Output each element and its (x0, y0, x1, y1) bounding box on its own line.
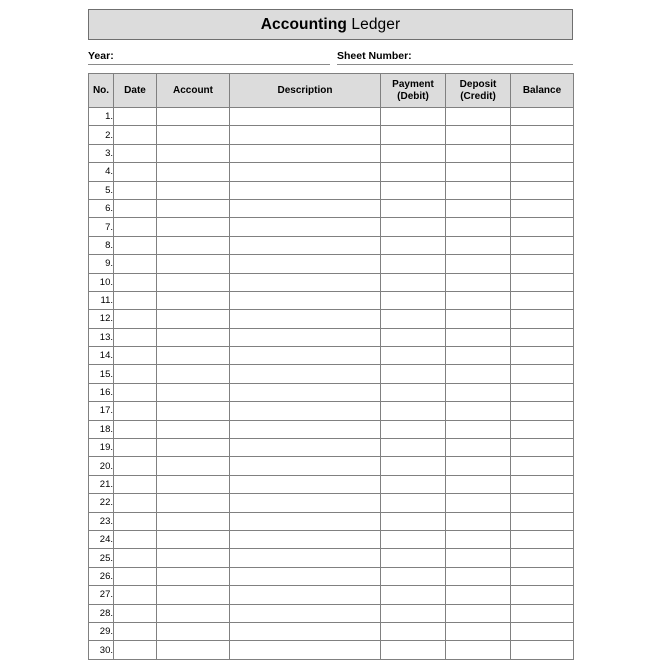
cell-payment[interactable] (381, 273, 446, 291)
cell-deposit[interactable] (446, 402, 511, 420)
cell-payment[interactable] (381, 549, 446, 567)
cell-account[interactable] (157, 586, 230, 604)
cell-balance[interactable] (511, 144, 574, 162)
cell-no: 7. (89, 218, 114, 236)
cell-no: 3. (89, 144, 114, 162)
year-field-label: Year: (88, 50, 114, 65)
cell-description[interactable] (230, 475, 381, 493)
column-header-date: Date (114, 74, 157, 108)
cell-account[interactable] (157, 622, 230, 640)
cell-date[interactable] (114, 402, 157, 420)
cell-date[interactable] (114, 567, 157, 585)
table-row (89, 402, 574, 420)
form-fields-row (88, 47, 573, 67)
cell-balance[interactable] (511, 475, 574, 493)
cell-deposit[interactable] (446, 512, 511, 530)
cell-no: 14. (89, 347, 114, 365)
cell-payment[interactable] (381, 512, 446, 530)
table-row (89, 365, 574, 383)
cell-description[interactable] (230, 604, 381, 622)
sheet-number-field-group[interactable] (337, 47, 573, 65)
cell-payment[interactable] (381, 347, 446, 365)
cell-account[interactable] (157, 310, 230, 328)
table-row (89, 530, 574, 548)
cell-deposit[interactable] (446, 383, 511, 401)
cell-no: 19. (89, 439, 114, 457)
cell-payment[interactable] (381, 604, 446, 622)
cell-payment[interactable] (381, 457, 446, 475)
page-title (261, 16, 401, 34)
cell-balance[interactable] (511, 291, 574, 309)
cell-account[interactable] (157, 255, 230, 273)
table-header-row (89, 74, 574, 108)
table-row (89, 163, 574, 181)
table-row (89, 273, 574, 291)
cell-description[interactable] (230, 310, 381, 328)
cell-payment[interactable] (381, 310, 446, 328)
cell-no: 17. (89, 402, 114, 420)
cell-deposit[interactable] (446, 255, 511, 273)
cell-description[interactable] (230, 218, 381, 236)
cell-date[interactable] (114, 586, 157, 604)
table-row (89, 181, 574, 199)
cell-payment[interactable] (381, 218, 446, 236)
cell-account[interactable] (157, 512, 230, 530)
cell-account[interactable] (157, 126, 230, 144)
cell-balance[interactable] (511, 310, 574, 328)
cell-deposit[interactable] (446, 144, 511, 162)
cell-no: 18. (89, 420, 114, 438)
cell-payment[interactable] (381, 622, 446, 640)
cell-payment[interactable] (381, 641, 446, 659)
cell-deposit[interactable] (446, 108, 511, 126)
page-title-light: Ledger (346, 15, 401, 33)
table-row (89, 604, 574, 622)
cell-date[interactable] (114, 383, 157, 401)
cell-deposit[interactable] (446, 236, 511, 254)
cell-balance[interactable] (511, 163, 574, 181)
cell-description[interactable] (230, 586, 381, 604)
year-input[interactable] (114, 50, 330, 65)
table-row (89, 567, 574, 585)
cell-deposit[interactable] (446, 439, 511, 457)
cell-no: 21. (89, 475, 114, 493)
table-row (89, 420, 574, 438)
cell-account[interactable] (157, 108, 230, 126)
cell-no: 27. (89, 586, 114, 604)
cell-date[interactable] (114, 622, 157, 640)
cell-account[interactable] (157, 144, 230, 162)
cell-description[interactable] (230, 273, 381, 291)
table-row (89, 255, 574, 273)
cell-deposit[interactable] (446, 347, 511, 365)
table-row (89, 475, 574, 493)
cell-description[interactable] (230, 494, 381, 512)
cell-date[interactable] (114, 494, 157, 512)
cell-payment[interactable] (381, 402, 446, 420)
cell-description[interactable] (230, 402, 381, 420)
table-row (89, 328, 574, 346)
cell-no: 28. (89, 604, 114, 622)
column-header-description: Description (230, 74, 381, 108)
cell-account[interactable] (157, 641, 230, 659)
cell-deposit[interactable] (446, 475, 511, 493)
ledger-table (88, 73, 574, 660)
cell-account[interactable] (157, 549, 230, 567)
column-header-account: Account (157, 74, 230, 108)
cell-account[interactable] (157, 383, 230, 401)
cell-account[interactable] (157, 530, 230, 548)
cell-payment[interactable] (381, 530, 446, 548)
cell-deposit[interactable] (446, 310, 511, 328)
cell-no: 8. (89, 236, 114, 254)
cell-deposit[interactable] (446, 494, 511, 512)
cell-payment[interactable] (381, 163, 446, 181)
cell-balance[interactable] (511, 604, 574, 622)
table-row (89, 218, 574, 236)
cell-date[interactable] (114, 255, 157, 273)
cell-account[interactable] (157, 420, 230, 438)
cell-deposit[interactable] (446, 291, 511, 309)
cell-balance[interactable] (511, 549, 574, 567)
cell-balance[interactable] (511, 567, 574, 585)
cell-no: 2. (89, 126, 114, 144)
cell-date[interactable] (114, 420, 157, 438)
cell-no: 11. (89, 291, 114, 309)
table-row (89, 347, 574, 365)
cell-date[interactable] (114, 530, 157, 548)
cell-description[interactable] (230, 420, 381, 438)
cell-balance[interactable] (511, 622, 574, 640)
cell-payment[interactable] (381, 420, 446, 438)
cell-payment[interactable] (381, 126, 446, 144)
cell-no: 1. (89, 108, 114, 126)
cell-deposit[interactable] (446, 181, 511, 199)
cell-deposit[interactable] (446, 549, 511, 567)
cell-account[interactable] (157, 199, 230, 217)
table-row (89, 126, 574, 144)
cell-description[interactable] (230, 163, 381, 181)
cell-balance[interactable] (511, 181, 574, 199)
cell-date[interactable] (114, 604, 157, 622)
cell-date[interactable] (114, 126, 157, 144)
cell-deposit[interactable] (446, 199, 511, 217)
cell-deposit[interactable] (446, 530, 511, 548)
cell-no: 5. (89, 181, 114, 199)
ledger-table-head (89, 74, 574, 108)
cell-payment[interactable] (381, 475, 446, 493)
cell-payment[interactable] (381, 255, 446, 273)
cell-date[interactable] (114, 108, 157, 126)
table-row (89, 144, 574, 162)
cell-balance[interactable] (511, 255, 574, 273)
cell-description[interactable] (230, 549, 381, 567)
cell-account[interactable] (157, 439, 230, 457)
table-row (89, 439, 574, 457)
cell-account[interactable] (157, 273, 230, 291)
cell-date[interactable] (114, 512, 157, 530)
cell-account[interactable] (157, 365, 230, 383)
cell-description[interactable] (230, 199, 381, 217)
cell-account[interactable] (157, 163, 230, 181)
cell-no: 25. (89, 549, 114, 567)
cell-date[interactable] (114, 475, 157, 493)
cell-account[interactable] (157, 457, 230, 475)
cell-no: 22. (89, 494, 114, 512)
cell-no: 12. (89, 310, 114, 328)
cell-payment[interactable] (381, 328, 446, 346)
cell-payment[interactable] (381, 291, 446, 309)
cell-deposit[interactable] (446, 604, 511, 622)
table-row (89, 310, 574, 328)
cell-account[interactable] (157, 494, 230, 512)
cell-no: 15. (89, 365, 114, 383)
cell-deposit[interactable] (446, 622, 511, 640)
cell-balance[interactable] (511, 328, 574, 346)
cell-description[interactable] (230, 347, 381, 365)
column-header-balance: Balance (511, 74, 574, 108)
table-row (89, 622, 574, 640)
document-title-banner (88, 9, 573, 40)
cell-deposit[interactable] (446, 641, 511, 659)
cell-description[interactable] (230, 457, 381, 475)
cell-no: 20. (89, 457, 114, 475)
cell-balance[interactable] (511, 494, 574, 512)
cell-no: 10. (89, 273, 114, 291)
table-row (89, 236, 574, 254)
cell-balance[interactable] (511, 273, 574, 291)
cell-account[interactable] (157, 475, 230, 493)
cell-no: 29. (89, 622, 114, 640)
column-header-payment: Payment (Debit) (381, 74, 446, 108)
cell-date[interactable] (114, 163, 157, 181)
cell-payment[interactable] (381, 494, 446, 512)
cell-payment[interactable] (381, 365, 446, 383)
cell-balance[interactable] (511, 402, 574, 420)
cell-description[interactable] (230, 530, 381, 548)
cell-account[interactable] (157, 218, 230, 236)
cell-deposit[interactable] (446, 365, 511, 383)
cell-description[interactable] (230, 328, 381, 346)
table-row (89, 586, 574, 604)
table-row (89, 291, 574, 309)
cell-date[interactable] (114, 144, 157, 162)
cell-date[interactable] (114, 549, 157, 567)
cell-no: 23. (89, 512, 114, 530)
cell-description[interactable] (230, 567, 381, 585)
table-row (89, 494, 574, 512)
cell-date[interactable] (114, 328, 157, 346)
cell-no: 13. (89, 328, 114, 346)
column-header-deposit: Deposit (Credit) (446, 74, 511, 108)
cell-date[interactable] (114, 236, 157, 254)
cell-no: 30. (89, 641, 114, 659)
year-field-group[interactable] (88, 47, 330, 65)
cell-date[interactable] (114, 641, 157, 659)
cell-description[interactable] (230, 181, 381, 199)
sheet-number-input[interactable] (412, 50, 573, 65)
cell-account[interactable] (157, 236, 230, 254)
cell-deposit[interactable] (446, 218, 511, 236)
cell-account[interactable] (157, 181, 230, 199)
cell-date[interactable] (114, 181, 157, 199)
cell-payment[interactable] (381, 181, 446, 199)
cell-no: 6. (89, 199, 114, 217)
cell-balance[interactable] (511, 365, 574, 383)
table-row (89, 457, 574, 475)
cell-no: 24. (89, 530, 114, 548)
table-row (89, 512, 574, 530)
cell-payment[interactable] (381, 586, 446, 604)
page-title-strong: Accounting (260, 15, 347, 33)
cell-balance[interactable] (511, 530, 574, 548)
cell-balance[interactable] (511, 383, 574, 401)
cell-balance[interactable] (511, 457, 574, 475)
cell-balance[interactable] (511, 218, 574, 236)
cell-date[interactable] (114, 273, 157, 291)
cell-payment[interactable] (381, 144, 446, 162)
cell-description[interactable] (230, 365, 381, 383)
cell-date[interactable] (114, 218, 157, 236)
cell-balance[interactable] (511, 439, 574, 457)
cell-payment[interactable] (381, 108, 446, 126)
cell-account[interactable] (157, 402, 230, 420)
cell-account[interactable] (157, 567, 230, 585)
cell-deposit[interactable] (446, 328, 511, 346)
cell-account[interactable] (157, 291, 230, 309)
cell-balance[interactable] (511, 236, 574, 254)
cell-account[interactable] (157, 328, 230, 346)
cell-description[interactable] (230, 291, 381, 309)
cell-deposit[interactable] (446, 586, 511, 604)
cell-balance[interactable] (511, 420, 574, 438)
cell-deposit[interactable] (446, 163, 511, 181)
cell-balance[interactable] (511, 347, 574, 365)
cell-deposit[interactable] (446, 126, 511, 144)
cell-account[interactable] (157, 604, 230, 622)
cell-payment[interactable] (381, 567, 446, 585)
cell-date[interactable] (114, 199, 157, 217)
column-header-no: No. (89, 74, 114, 108)
cell-description[interactable] (230, 641, 381, 659)
cell-date[interactable] (114, 439, 157, 457)
cell-date[interactable] (114, 347, 157, 365)
cell-date[interactable] (114, 365, 157, 383)
cell-description[interactable] (230, 512, 381, 530)
cell-no: 4. (89, 163, 114, 181)
cell-account[interactable] (157, 347, 230, 365)
cell-description[interactable] (230, 439, 381, 457)
cell-balance[interactable] (511, 199, 574, 217)
cell-description[interactable] (230, 108, 381, 126)
cell-deposit[interactable] (446, 567, 511, 585)
cell-balance[interactable] (511, 512, 574, 530)
cell-no: 26. (89, 567, 114, 585)
cell-description[interactable] (230, 622, 381, 640)
cell-description[interactable] (230, 126, 381, 144)
cell-no: 16. (89, 383, 114, 401)
cell-date[interactable] (114, 291, 157, 309)
cell-date[interactable] (114, 457, 157, 475)
table-row (89, 199, 574, 217)
cell-date[interactable] (114, 310, 157, 328)
cell-description[interactable] (230, 255, 381, 273)
cell-balance[interactable] (511, 586, 574, 604)
sheet-number-field-label: Sheet Number: (337, 50, 412, 65)
cell-balance[interactable] (511, 108, 574, 126)
cell-payment[interactable] (381, 383, 446, 401)
cell-deposit[interactable] (446, 273, 511, 291)
cell-balance[interactable] (511, 126, 574, 144)
table-row (89, 549, 574, 567)
cell-description[interactable] (230, 144, 381, 162)
table-row (89, 383, 574, 401)
cell-deposit[interactable] (446, 457, 511, 475)
cell-no: 9. (89, 255, 114, 273)
cell-payment[interactable] (381, 439, 446, 457)
ledger-table-body (89, 108, 574, 660)
cell-payment[interactable] (381, 236, 446, 254)
cell-deposit[interactable] (446, 420, 511, 438)
table-row (89, 641, 574, 659)
cell-description[interactable] (230, 383, 381, 401)
cell-balance[interactable] (511, 641, 574, 659)
cell-description[interactable] (230, 236, 381, 254)
table-row (89, 108, 574, 126)
cell-payment[interactable] (381, 199, 446, 217)
